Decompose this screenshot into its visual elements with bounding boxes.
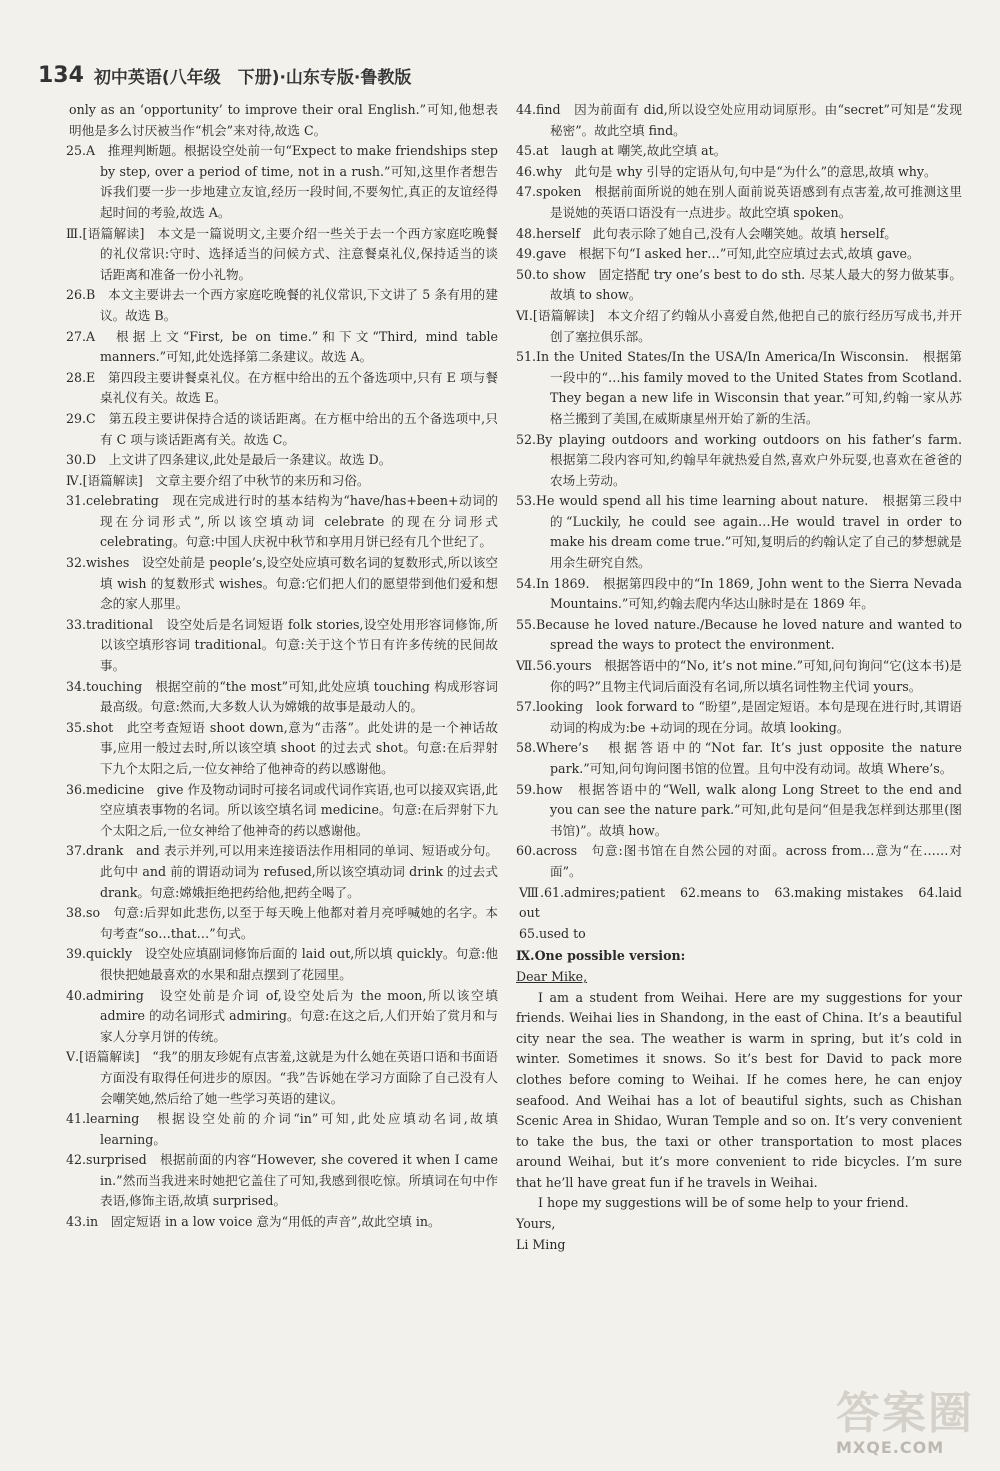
right-column (516, 100, 975, 1255)
answer-item: 41.learning 根据设空处前的介词“in”可知,此处应填动名词,故填 learning。 (66, 1111, 498, 1147)
answer-item: 65.used to (519, 925, 586, 941)
answer-item: 35.shot 此空考查短语 shoot down,意为“击落”。此处讲的是一个神话故事,应用一般过去时,所以该空填 shoot 的过去式 shot。句意:在后羿射下九个太阳之后,一位女神给了他神奇的药以感谢他。 (66, 719, 498, 776)
page-number: 134 (38, 62, 84, 88)
answer-item: 44.find 因为前面有 did,所以设空处应用动词原形。由“secret”可知是“发现秘密”。故此空填 find。 (516, 102, 962, 138)
answer-item: 28.E 第四段主要讲餐桌礼仪。在方框中给出的五个备选项中,只有 E 项与餐桌礼仪有关。故选 E。 (66, 369, 498, 406)
answer-item: 51.In the United States/In the USA/In America/In Wisconsin. 根据第一段中的“…his family moved to the United States from Scotland. They began a new life in Wisconsin that year.”可知,约翰一家从苏格兰搬到了美国,在威斯康星州开始了新的生活。 (516, 349, 962, 426)
answer-item: Ⅷ.61.admires;patient 62.means to 63.making mistakes 64.laid out (519, 884, 962, 921)
letter-signature: Li Ming (516, 1236, 566, 1252)
book-title: 初中英语(八年级 下册)·山东专版·鲁教版 (93, 67, 412, 88)
answer-item: Ⅳ.[语篇解读] 文章主要介绍了中秋节的来历和习俗。 (66, 472, 370, 488)
letter-paragraph: I hope my suggestions will be of some help to your friend. (538, 1195, 909, 1211)
watermark-url: MXQE.COM (836, 1438, 945, 1457)
answer-item: 47.spoken 根据前面所说的她在别人面前说英语感到有点害羞,故可推测这里是说她的英语口语没有一点进步。故此空填 spoken。 (516, 184, 962, 220)
answer-item: 46.why 此句是 why 引导的定语从句,句中是“为什么”的意思,故填 why。 (516, 163, 937, 179)
answer-item: 31.celebrating 现在完成进行时的基本结构为“have/has+been+动词的现在分词形式”,所以该空填动词 celebrate 的现在分词形式 celebrating。句意:中国人庆祝中秋节和享用月饼已经有几个世纪了。 (66, 493, 498, 550)
answer-item: Ⅶ.56.yours 根据答语中的“No, it’s not mine.”可知,问句询问“它(这本书)是你的吗?”且物主代词后面没有名词,所以填名词性物主代词 yours。 (516, 658, 962, 694)
answer-item: Ⅴ.[语篇解读] “我”的朋友珍妮有点害羞,这就是为什么她在英语口语和书面语方面没有取得任何进步的原因。“我”告诉她在学习方面除了自己没有人会嘲笑她,然后给了她一些学习英语的建议。 (66, 1049, 498, 1106)
answer-item: 59.how 根据答语中的“Well, walk along Long Street to the end and you can see the nature park.”可知,此句是问“但是我怎样到达那里(图书馆)”。故填 how。 (516, 781, 962, 838)
answer-item: 27.A 根据上文“First, be on time.”和下文“Third, mind table manners.”可知,此处选择第二条建议。故选 A。 (66, 328, 498, 365)
left-column (66, 100, 498, 1233)
letter-closing: Yours, (516, 1216, 556, 1232)
answer-item: 38.so 句意:后羿如此悲伤,以至于每天晚上他都对着月亮呼喊她的名字。本句考查“so…that…”句式。 (66, 905, 498, 941)
page-header (38, 60, 411, 90)
answer-item: 36.medicine give 作及物动词时可接名词或代词作宾语,也可以接双宾语,此空应填表事物的名词。所以该空填名词 medicine。句意:在后羿射下九个太阳之后,一位女神给了他神奇的药以感谢他。 (66, 781, 498, 838)
answer-item: 45.at laugh at 嘲笑,故此空填 at。 (516, 143, 727, 159)
letter-paragraph: I am a student from Weihai. Here are my suggestions for your friends. Weihai lies in Shandong, in the east of China. It’s a beautiful city near the sea. The weather is warm in spring, but it’s cold in winter. Sometimes it snows. So it’s best for David to pack more clothes before coming to Weihai. If he comes here, he can enjoy seafood. And Weihai has a lot of beautiful sights, such as Chishan Scenic Area in Shidao, Wuran Temple and so on. It’s very convenient to take the bus, the taxi or other transportation to most places around Weihai, but it’s more convenient to ride bicycles. I’m sure that he’ll have great fun if he travels in Weihai. (516, 989, 962, 1190)
answer-item: 58.Where’s 根据答语中的“Not far. It’s just opposite the nature park.”可知,问句询问图书馆的位置。且句中没有动词。故填 Where’s。 (516, 740, 962, 776)
answer-item: 37.drank and 表示并列,可以用来连接语法作用相同的单词、短语或分句。此句中 and 前的谓语动词为 refused,所以该空填动词 drink 的过去式 drank。句意:嫦娥拒绝把药给他,把药全喝了。 (66, 843, 498, 900)
answer-item: 57.looking look forward to “盼望”,是固定短语。本句是现在进行时,其谓语动词的构成为:be +动词的现在分词。故填 looking。 (516, 699, 962, 735)
answer-item: 50.to show 固定搭配 try one’s best to do sth. 尽某人最大的努力做某事。故填 to show。 (516, 266, 962, 303)
watermark-text: 答案圈 (836, 1388, 974, 1439)
letter-salutation: Dear Mike, (516, 968, 588, 984)
answer-item: 53.He would spend all his time learning about nature. 根据第三段中的“Luckily, he could see again…He would travel in order to make his dream come true.”可知,复明后的约翰认定了自己的梦想就是用余生研究自然。 (516, 493, 962, 571)
answer-item: 33.traditional 设空处后是名词短语 folk stories,设空处用形容词修饰,所以该空填形容词 traditional。句意:关于这个节日有许多传统的民间故事。 (66, 616, 498, 674)
answer-item: 42.surprised 根据前面的内容“However, she covered it when I came in.”然而当我进来时她把它盖住了可知,我感到很吃惊。所填词在句中作表语,修饰主语,故填 surprised。 (66, 1152, 498, 1209)
right-answers (516, 100, 975, 944)
answer-item: 48.herself 此句表示除了她自己,没有人会嘲笑她。故填 herself。 (516, 225, 897, 241)
answer-item: 39.quickly 设空处应填副词修饰后面的 laid out,所以填 quickly。句意:他很快把她最喜欢的水果和甜点摆到了花园里。 (66, 946, 498, 982)
answer-item: 30.D 上文讲了四条建议,此处是最后一条建议。故选 D。 (66, 452, 392, 468)
answer-item: 25.A 推理判断题。根据设空处前一句“Expect to make friendships step by step, over a period of time, not in a rush.”可知,这里作者想告诉我们要一步一步地建立友谊,经历一段时间,不要匆忙,真正的友谊经得起时间的考验,故选 A。 (66, 143, 498, 220)
writing-sample (516, 946, 962, 1255)
writing-heading: Ⅸ.One possible version: (516, 948, 686, 964)
answer-item: 54.In 1869. 根据第四段中的“In 1869, John went to the Sierra Nevada Mountains.”可知,约翰去爬内华达山脉时是在 1869 年。 (516, 575, 962, 612)
answer-item: 32.wishes 设空处前是 people’s,设空处应填可数名词的复数形式,所以该空填 wish 的复数形式 wishes。句意:它们把人们的愿望带到他们爱和想念的家人那里。 (66, 555, 498, 612)
watermark-logo (836, 1390, 986, 1460)
answer-item: 40.admiring 设空处前是介词 of,设空处后为 the moon,所以该空填 admire 的动名词形式 admiring。句意:在这之后,人们开始了赏月和与家人分享月饼的传统。 (66, 987, 498, 1044)
answer-item: 29.C 第五段主要讲保持合适的谈话距离。在方框中给出的五个备选项中,只有 C 项与谈话距离有关。故选 C。 (66, 410, 498, 447)
answer-item: only as an ‘opportunity’ to improve their oral English.”可知,他想表明他是多么讨厌被当作“机会”来对待,故选 C。 (69, 102, 498, 138)
answer-item: 60.across 句意:图书馆在自然公园的对面。across from…意为“在……对面”。 (516, 843, 962, 879)
answer-item: 55.Because he loved nature./Because he loved nature and wanted to spread the ways to protect the environment. (516, 616, 962, 653)
answer-item: 43.in 固定短语 in a low voice 意为“用低的声音”,故此空填 in。 (66, 1214, 441, 1230)
answer-item: 52.By playing outdoors and working outdoors on his father’s farm. 根据第二段内容可知,约翰早年就热爱自然,喜欢户外玩耍,也喜欢在爸爸的农场上劳动。 (516, 431, 975, 488)
answer-item: Ⅵ.[语篇解读] 本文介绍了约翰从小喜爱自然,他把自己的旅行经历写成书,并开创了塞拉俱乐部。 (516, 307, 962, 344)
answer-item: 34.touching 根据空前的“the most”可知,此处应填 touching 构成形容词最高级。句意:然而,大多数人认为嫦娥的故事是最动人的。 (66, 678, 498, 715)
answer-item: Ⅲ.[语篇解读] 本文是一篇说明文,主要介绍一些关于去一个西方家庭吃晚餐的礼仪常识:守时、选择适当的问候方式、注意餐桌礼仪,保持适当的谈话距离和准备一份小礼物。 (66, 225, 498, 282)
answer-item: 49.gave 根据下句“I asked her…”可知,此空应填过去式,故填 gave。 (516, 246, 920, 262)
answer-item: 26.B 本文主要讲去一个西方家庭吃晚餐的礼仪常识,下文讲了 5 条有用的建议。故选 B。 (66, 287, 498, 323)
